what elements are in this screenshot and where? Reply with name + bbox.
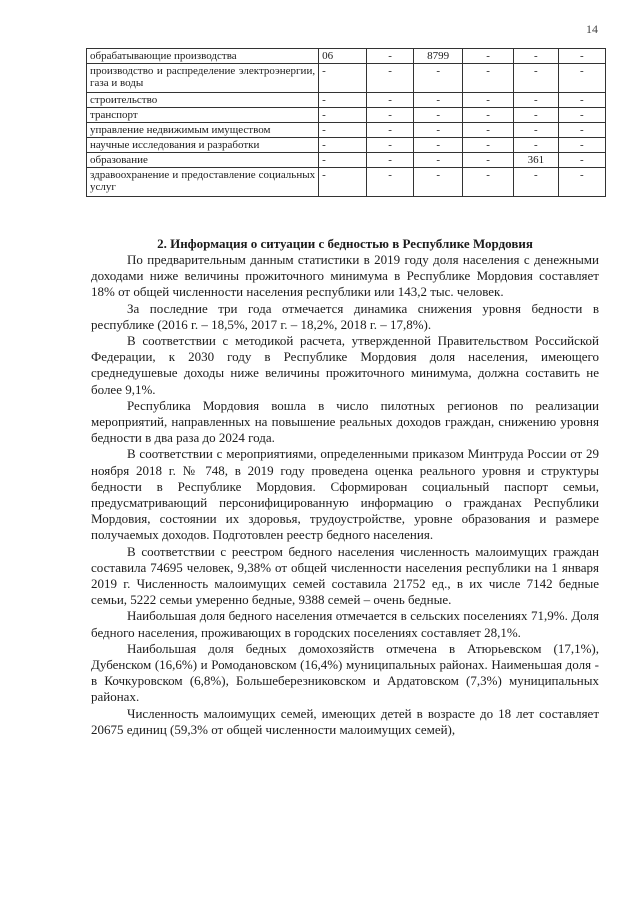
value-cell: - — [463, 49, 514, 64]
value-cell: - — [414, 64, 463, 93]
value-cell: - — [319, 168, 367, 197]
value-cell: - — [319, 138, 367, 153]
value-cell: 8799 — [414, 49, 463, 64]
value-cell: - — [414, 123, 463, 138]
value-cell: - — [558, 108, 605, 123]
table-row — [87, 123, 606, 138]
value-cell: - — [463, 168, 514, 197]
sector-table-body — [87, 49, 606, 197]
value-cell: - — [366, 138, 413, 153]
value-cell: - — [513, 123, 558, 138]
paragraph: По предварительным данным статистики в 2019 году доля населения с денежными доходами ниже величины прожиточного минимума в Республике Мордовия составляет 18% от общей численности населения республики или 143,2 тыс. человек. — [91, 252, 599, 300]
value-cell: - — [558, 64, 605, 93]
value-cell: - — [463, 64, 514, 93]
value-cell: 361 — [513, 153, 558, 168]
value-cell: - — [319, 64, 367, 93]
value-cell: - — [558, 49, 605, 64]
value-cell: - — [319, 153, 367, 168]
value-cell: - — [366, 168, 413, 197]
value-cell: - — [366, 123, 413, 138]
poverty-section — [91, 236, 599, 738]
value-cell: - — [513, 64, 558, 93]
value-cell: - — [558, 123, 605, 138]
table-row — [87, 108, 606, 123]
sector-name-cell: обрабатывающие производства — [87, 49, 319, 64]
paragraph: За последние три года отмечается динамика снижения уровня бедности в республике (2016 г. – 18,5%, 2017 г. – 18,2%, 2018 г. – 17,8%). — [91, 300, 599, 332]
page-number: 14 — [586, 22, 598, 36]
sector-name-cell: производство и распределение электроэнергии, газа и воды — [87, 64, 319, 93]
value-cell: - — [366, 64, 413, 93]
value-cell: - — [319, 93, 367, 108]
value-cell: - — [558, 168, 605, 197]
table-row — [87, 64, 606, 93]
table-row — [87, 153, 606, 168]
value-cell: - — [513, 93, 558, 108]
value-cell: - — [414, 168, 463, 197]
value-cell: - — [463, 153, 514, 168]
paragraph: Республика Мордовия вошла в число пилотных регионов по реализации мероприятий, направленных на повышение реальных доходов граждан, снижению уровня бедности в два раза до 2024 года. — [91, 397, 599, 446]
value-cell: - — [366, 49, 413, 64]
value-cell: - — [366, 93, 413, 108]
value-cell: - — [513, 49, 558, 64]
table-row — [87, 93, 606, 108]
value-cell: 06 — [319, 49, 367, 64]
paragraph: Наибольшая доля бедного населения отмечается в сельских поселениях 71,9%. Доля бедного населения, проживающих в городских поселениях составляет 28,1%. — [91, 608, 599, 640]
value-cell: - — [558, 93, 605, 108]
value-cell: - — [558, 138, 605, 153]
value-cell: - — [366, 108, 413, 123]
sector-table — [86, 48, 606, 197]
paragraph: В соответствии с методикой расчета, утвержденной Правительством Российской Федерации, к 2030 году в Республике Мордовия доля населения, имеющего среднедушевые доходы ниже величины прожиточного минимума, должна составить не более 9,1%. — [91, 333, 599, 397]
paragraph: Численность малоимущих семей, имеющих детей в возрасте до 18 лет составляет 20675 единиц (59,3% от общей численности малоимущих семей), — [91, 705, 599, 737]
value-cell: - — [558, 153, 605, 168]
value-cell: - — [463, 138, 514, 153]
value-cell: - — [513, 108, 558, 123]
sector-name-cell: здравоохранение и предоставление социальных услуг — [87, 168, 319, 197]
sector-name-cell: образование — [87, 153, 319, 168]
value-cell: - — [414, 108, 463, 123]
value-cell: - — [414, 93, 463, 108]
value-cell: - — [513, 138, 558, 153]
value-cell: - — [414, 138, 463, 153]
value-cell: - — [414, 153, 463, 168]
table-row — [87, 138, 606, 153]
paragraph: Наибольшая доля бедных домохозяйств отмечена в Атюрьевском (17,1%), Дубенском (16,6%) и Ромодановском (16,4%) муниципальных районах. Наименьшая доля - в Кочкуровском (6,8%), Большеберезниковском и Ардатовском (7,3%) муниципальных районах. — [91, 640, 599, 705]
value-cell: - — [463, 123, 514, 138]
value-cell: - — [366, 153, 413, 168]
section-heading: 2. Информация о ситуации с бедностью в Республике Мордовия — [157, 236, 533, 251]
value-cell: - — [319, 108, 367, 123]
sector-name-cell: транспорт — [87, 108, 319, 123]
value-cell: - — [319, 123, 367, 138]
table-row — [87, 168, 606, 197]
value-cell: - — [513, 168, 558, 197]
value-cell: - — [463, 93, 514, 108]
sector-name-cell: строительство — [87, 93, 319, 108]
sector-name-cell: научные исследования и разработки — [87, 138, 319, 153]
paragraph: В соответствии с мероприятиями, определенными приказом Минтруда России от 29 ноября 2018 г. № 748, в 2019 году проведена оценка реального уровня и структуры бедности в Республике Мордовия. Сформирован социальный паспорт семьи, предусматривающий персонифицированную информацию о гражданах Республики Мордовия, состоянии их здоровья, трудоустройстве, уровне образования и размере получаемых доходов. Подготовлен реестр бедного населения. — [91, 446, 599, 543]
sector-name-cell: управление недвижимым имуществом — [87, 123, 319, 138]
table-row — [87, 49, 606, 64]
value-cell: - — [463, 108, 514, 123]
paragraph: В соответствии с реестром бедного населения численность малоимущих граждан составила 74695 человек, 9,38% от общей численности населения республики на 1 января 2019 г. Численность малоимущих семей составила 21752 ед., в их числе 7142 бедные семьи, 5222 семьи умеренно бедные, 9388 семей – очень бедные. — [91, 543, 599, 608]
